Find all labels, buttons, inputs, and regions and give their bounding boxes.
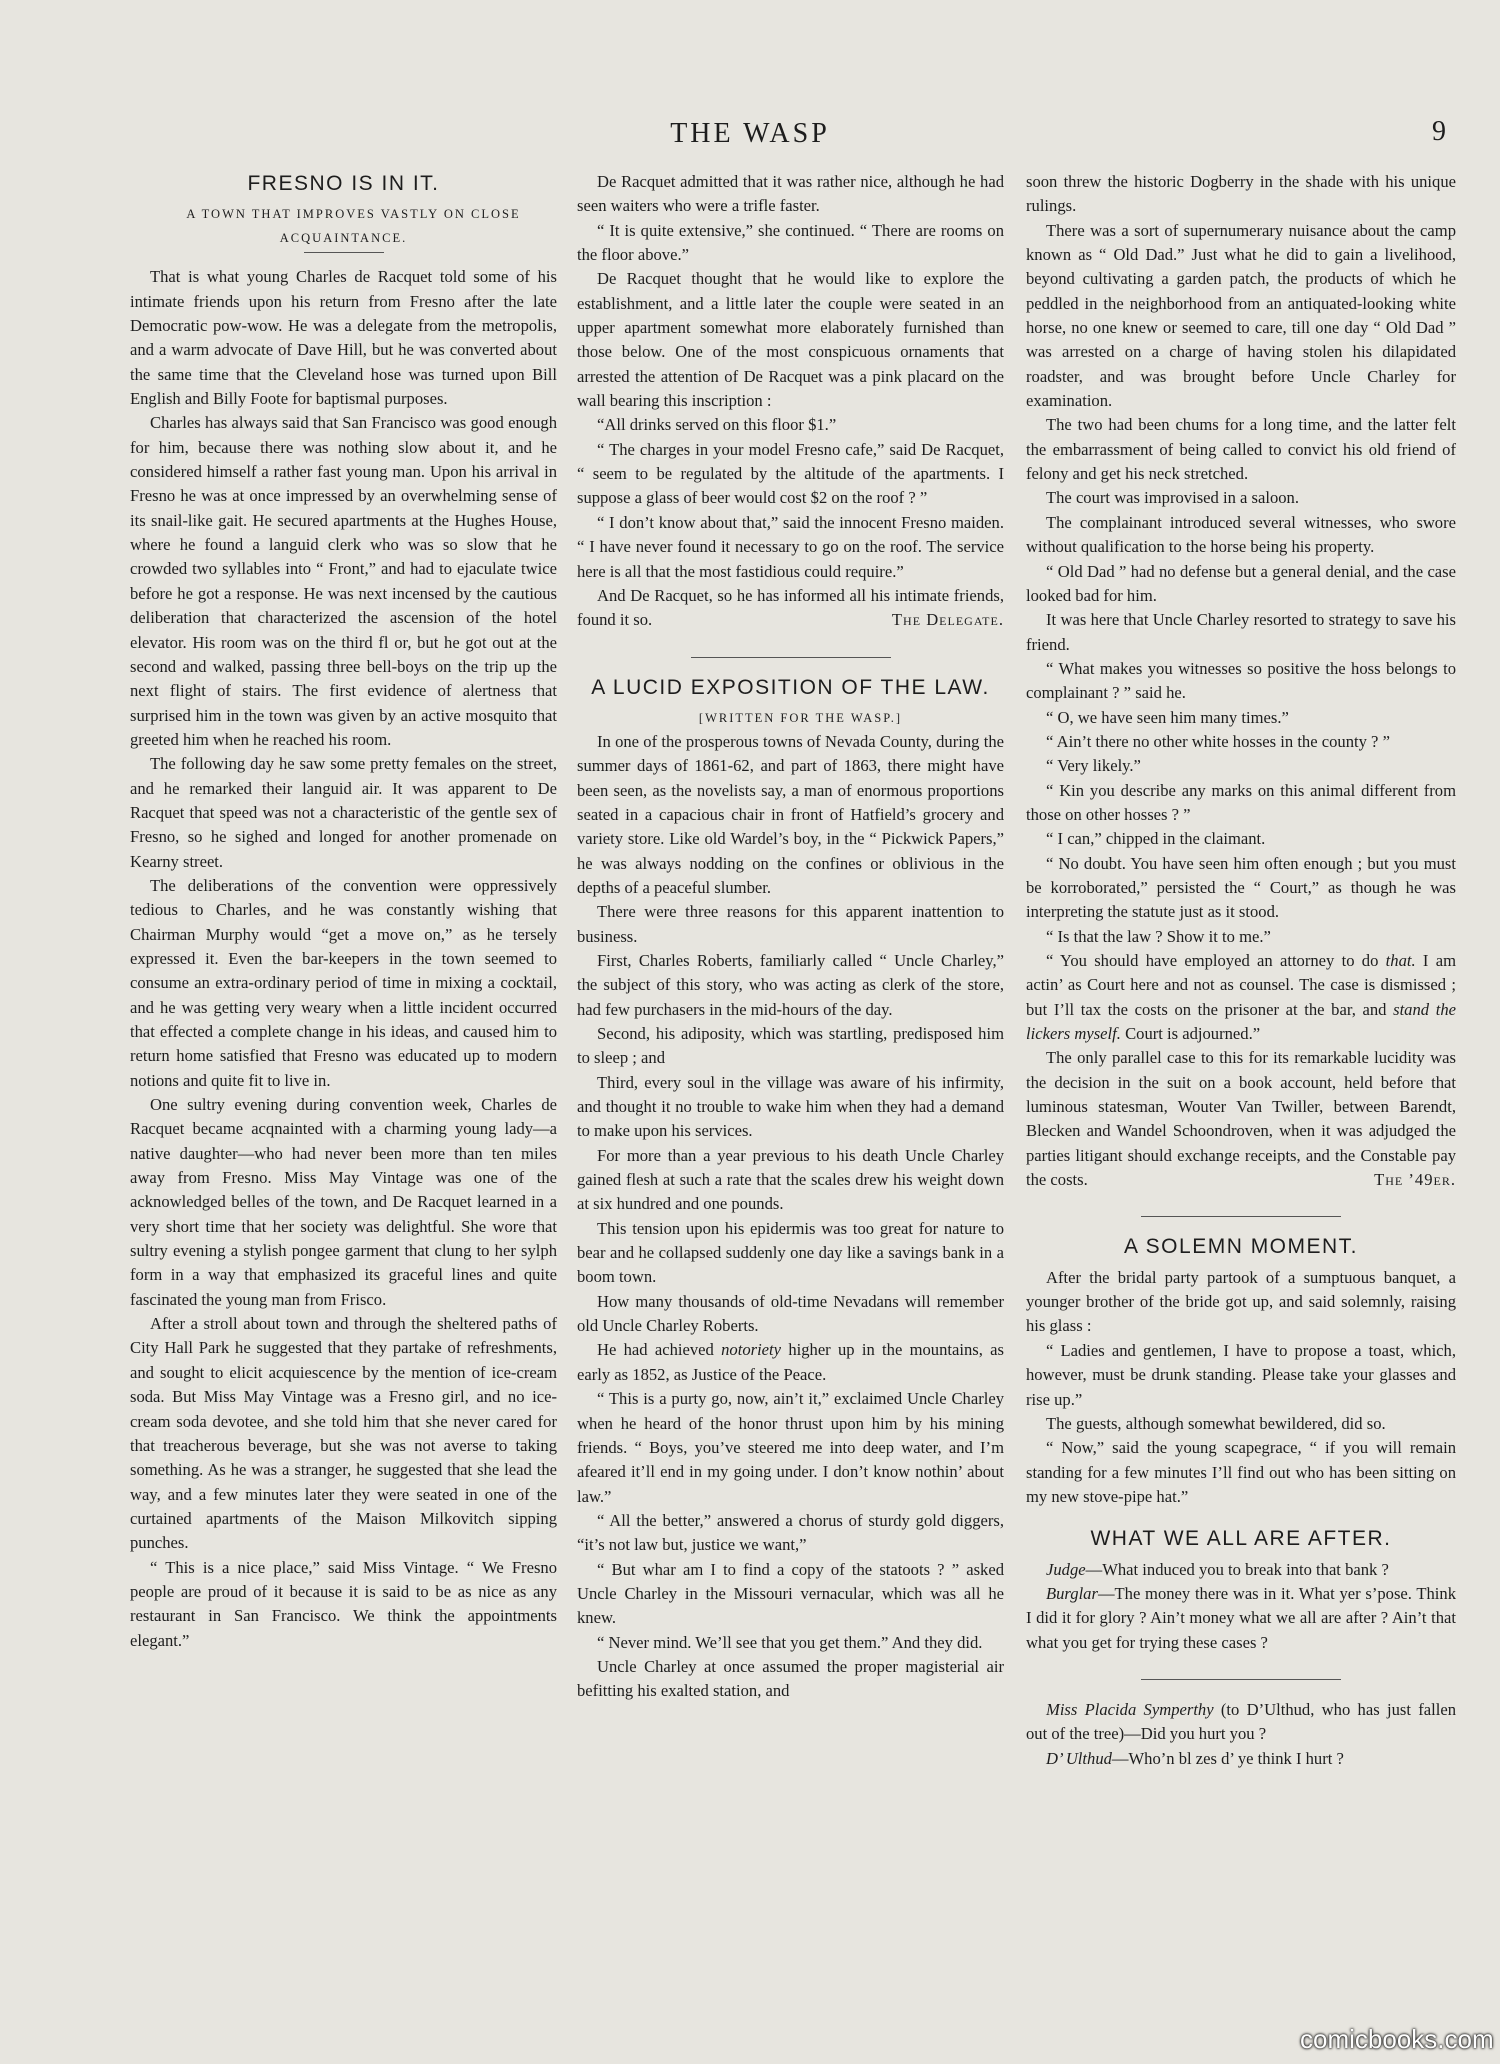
running-head-title: THE WASP <box>670 118 830 149</box>
speaker-name: Judge <box>1046 1559 1086 1579</box>
speaker-name: Burglar <box>1046 1583 1098 1603</box>
paragraph: First, Charles Roberts, familiarly called “ Uncle Charley,” the subject of this story, who was acting as clerk of the store, had few purchasers in the mid-hours of the day. <box>577 950 1004 1019</box>
paragraph: “ This is a nice place,” said Miss Vintage. “ We Fresno people are proud of it because it is said to be as nice as any restaurant in San Francisco. We think the appointments elegant.” <box>130 1557 557 1650</box>
paragraph: The two had been chums for a long time, and the latter felt the embarrassment of being called to convict his old friend of felony and get his neck stretched. <box>1026 415 1456 484</box>
article-heading-solemn: A SOLEMN MOMENT. <box>1123 1235 1359 1259</box>
watermark-logo: comicbooks.com <box>1300 2024 1494 2054</box>
paragraph <box>1026 1582 1456 1655</box>
italic-text: stand the lickers myself. <box>1026 999 1456 1044</box>
divider <box>304 252 384 253</box>
paragraph: How many thousands of old-time Nevadans will remember old Uncle Charley Roberts. <box>577 1291 1004 1336</box>
paragraph: In one of the prosperous towns of Nevada County, during the summer days of 1861-62, and part of 1863, there might have been seen, as the novelists say, a man of enormous proportions seated in a capacious chair in front of Hatfield’s grocery and variety store. Like old Wardel’s boy, in the “ Pickwick Papers,” he was always nodding on the confines or oblivious in the depths of a peaceful slumber. <box>577 731 1004 897</box>
paragraph: One sultry evening during convention week, Charles de Racquet became acqnainted with a charming young lady—a native daughter—who had never been more than ten miles away from Fresno. Miss May Vintage was one of the acknowledged belles of the town, and De Racquet learned in a very short time that her society was delightful. She wore that sultry evening a stylish pongee garment that clung to her sylph form in a way that emphasized its graceful lines and quite fascinated the young man from Frisco. <box>130 1095 557 1309</box>
signature: The Delegate. <box>891 610 1004 630</box>
paragraph: The guests, although somewhat bewildered, did so. <box>1046 1413 1386 1433</box>
paragraph: “ Ladies and gentlemen, I have to propose a toast, which, however, must be drunk standing. Please take your glasses and rise up.” <box>1026 1340 1456 1409</box>
paragraph: After the bridal party partook of a sumptuous banquet, a younger brother of the bride got up, and said solemnly, raising his glass : <box>1026 1267 1456 1336</box>
paragraph: “ All the better,” answered a chorus of sturdy gold diggers, “it’s not law but, justice we want,” <box>577 1510 1004 1555</box>
paragraph: “ This is a purty go, now, ain’t it,” exclaimed Uncle Charley when he heard of the honor thrust upon him by his mining friends. “ Boys, you’ve steered me into deep water, and I’m afeared it’ll end in my going under. I don’t know nothin’ about law.” <box>577 1389 1004 1506</box>
paragraph: “ Very likely.” <box>1046 756 1141 776</box>
paragraph-with-signature <box>577 584 1004 633</box>
text: —The money there was in it. What yer s’pose. Think I did it for glory ? Ain’t money what we all are after ? Ain’t that what you get for trying these cases ? <box>1026 1583 1456 1652</box>
paragraph: The complainant introduced several witnesses, who swore without qualification to the horse being his property. <box>1026 512 1456 557</box>
paragraph <box>577 1338 1004 1387</box>
paragraph <box>1026 949 1456 1046</box>
paragraph: “ No doubt. You have seen him often enough ; but you must be korroborated,” persisted the “ Court,” as though he was interpreting the statute just as it stood. <box>1026 853 1456 922</box>
paragraph: Uncle Charley at once assumed the proper magisterial air befitting his exalted station, and <box>577 1656 1004 1701</box>
paragraph: It was here that Uncle Charley resorted to strategy to save his friend. <box>1026 610 1456 654</box>
speaker-name: Miss Placida Symperthy <box>1046 1699 1214 1719</box>
divider <box>1141 1216 1341 1217</box>
paragraph: The following day he saw some pretty females on the street, and he remarked their languid air. It was apparent to De Racquet that speed was not a characteristic of the gentle sex of Fresno, so he sighed and longed for another promenade on Kearny street. <box>130 754 557 871</box>
paragraph: De Racquet admitted that it was rather nice, although he had seen waiters who were a trifle faster. <box>577 172 1004 216</box>
paragraph: There was a sort of supernumerary nuisance about the camp known as “ Old Dad.” Just what he did to gain a livelihood, beyond cultivating a garden patch, the products of which he peddled in the neighborhood from an antiquated-looking white horse, no one knew or seemed to care, till one day “ Old Dad ” was arrested on a charge of having stolen his dilapidated roadster, and was brought before Uncle Charley for examination. <box>1026 220 1456 411</box>
paragraph: De Racquet thought that he would like to explore the establishment, and a little later the couple were seated in an upper apartment somewhat more elaborately furnished than those below. One of the most conspicuous ornaments that arrested the attention of De Racquet was a pink placard on the wall bearing this inscription : <box>577 269 1004 411</box>
paragraph: Charles has always said that San Francisco was good enough for him, because there was nothing slow about it, and he considered himself a rather fast young man. Upon his arrival in Fresno he was at once impressed by an overwhelming sense of its snail-like gait. He secured apartments at the Hughes House, where he found a languid clerk who was so slow that he crowded two syllables into “ Front,” and had to ejaculate twice before he got a response. He was next incensed by the cautious deliberation that characterized the ascension of the hotel elevator. His room was on the third fl or, but he got out at the second and walked, passing three bell-boys on the trip up the next flight of stairs. The first evidence of alertness that surprised him in the town was given by an active mosquito that greeted him when he reached his room. <box>130 413 557 749</box>
paragraph: “All drinks served on this floor $1.” <box>597 415 837 435</box>
paragraph: “ I can,” chipped in the claimant. <box>1046 829 1266 849</box>
paragraph: “ O, we have seen him many times.” <box>1046 707 1289 727</box>
paragraph <box>1026 1698 1456 1747</box>
article-heading-fresno: FRESNO IS IN IT. <box>247 172 440 195</box>
paragraph: Second, his adiposity, which was startling, predisposed him to sleep ; and <box>577 1024 1004 1068</box>
italic-text: that. <box>1385 951 1416 970</box>
column-3 <box>1026 170 1456 1771</box>
signature: The ’49er. <box>1374 1170 1456 1190</box>
text: —What induced you to break into that bank ? <box>1085 1559 1389 1579</box>
paragraph: “ Ain’t there no other white hosses in the county ? ” <box>1046 731 1390 751</box>
text: “ You should have employed an attorney to do <box>1046 951 1379 970</box>
text: I am actin’ as Court here and not as counsel. The case is dismissed ; but I’ll tax the costs on the prisoner at the bar, and <box>1026 951 1456 1019</box>
speaker-name: D’ Ulthud <box>1046 1748 1112 1768</box>
paragraph: “ What makes you witnesses so positive the hoss belongs to complainant ? ” said he. <box>1026 658 1456 703</box>
text: higher up in the mountains, as early as 1852, as Justice of the Peace. <box>577 1340 1004 1384</box>
italic-text: notoriety <box>721 1340 782 1360</box>
paragraph: There were three reasons for this apparent inattention to business. <box>577 902 1004 946</box>
paragraph: “ Now,” said the young scapegrace, “ if you will remain standing for a few minutes I’ll find out who has been sitting on my new stove-pipe hat.” <box>1026 1438 1456 1506</box>
paragraph: The deliberations of the convention were oppressively tedious to Charles, and he was constantly wishing that Chairman Murphy would “get a move on,” as he tersely expressed it. Even the bar-keepers in the town seemed to consume an extra-ordinary period of time in mixing a cocktail, and he was getting very weary when a little incident occurred that effected a complete change in his ideas, and caused him to return home satisfied that Fresno was educated up to modern notions and quite fit to live in. <box>130 875 557 1090</box>
article-subhead-lucid: [WRITTEN FOR THE WASP.] <box>698 710 903 725</box>
paragraph: This tension upon his epidermis was too great for nature to bear and he collapsed suddenly one day like a savings bank in a boom town. <box>577 1218 1004 1287</box>
paragraph-with-signature <box>1026 1046 1456 1192</box>
paragraph: For more than a year previous to his death Uncle Charley gained flesh at such a rate that the scales drew his weight down at six hundred and one pounds. <box>577 1145 1004 1214</box>
divider <box>1141 1679 1341 1680</box>
article-heading-after: WHAT WE ALL ARE AFTER. <box>1090 1527 1392 1551</box>
article-subhead-fresno: A TOWN THAT IMPROVES VASTLY ON CLOSE ACQUAINTANCE. <box>186 207 521 246</box>
text: Court is adjourned.” <box>1125 1024 1261 1044</box>
text: —Who’n bl zes d’ ye think I hurt ? <box>1111 1748 1344 1768</box>
paragraph: “ Is that the law ? Show it to me.” <box>1046 926 1271 946</box>
paragraph: “ It is quite extensive,” she continued. “ There are rooms on the floor above.” <box>577 220 1004 265</box>
paragraph: That is what young Charles de Racquet told some of his intimate friends upon his return from Fresno after the late Democratic pow-wow. He was a delegate from the metropolis, and a warm advocate of Dave Hill, but he was converted about the same time that the Cleveland hose was turned upon Bill English and Billy Foote for baptismal purposes. <box>130 267 557 409</box>
paragraph-text: The only parallel case to this for its remarkable lucidity was the decision in the suit on a book account, held before that luminous statesman, Wouter Van Twiller, between Barendt, Blecken and Wandel Schoondroven, when it was adjudged the parties litigant should exchange receipts, and the Constable pay the costs. <box>1026 1048 1456 1190</box>
paragraph: “ Old Dad ” had no defense but a general denial, and the case looked bad for him. <box>1026 561 1456 605</box>
paragraph-text: And De Racquet, so he has informed all his intimate friends, found it so. <box>577 585 1004 630</box>
paragraph: “ I don’t know about that,” said the innocent Fresno maiden. “ I have never found it necessary to go on the roof. The service here is all that the most fastidious could require.” <box>577 512 1004 581</box>
paragraph: “ Kin you describe any marks on this animal different from those on other hosses ? ” <box>1026 780 1456 824</box>
paragraph: “ Never mind. We’ll see that you get them.” And they did. <box>597 1632 983 1652</box>
text: He had achieved <box>597 1340 714 1360</box>
paragraph: “ But whar am I to find a copy of the statoots ? ” asked Uncle Charley in the Missouri vernacular, which was all he knew. <box>577 1559 1004 1628</box>
paragraph: soon threw the historic Dogberry in the shade with his unique rulings. <box>1026 172 1456 216</box>
column-2 <box>577 170 1004 1704</box>
article-heading-lucid: A LUCID EXPOSITION OF THE LAW. <box>591 675 990 699</box>
paragraph <box>1026 1558 1456 1582</box>
text: (to D’Ulthud, who has just fallen out of the tree)—Did you hurt you ? <box>1026 1699 1456 1744</box>
paragraph: The court was improvised in a saloon. <box>1046 488 1299 508</box>
paragraph: “ The charges in your model Fresno cafe,” said De Racquet, “ seem to be regulated by the altitude of the apartments. I suppose a glass of beer would cost $2 on the roof ? ” <box>577 439 1004 508</box>
divider <box>691 657 891 658</box>
column-1 <box>130 168 557 1653</box>
paragraph: Third, every soul in the village was aware of his infirmity, and thought it no trouble to wake him when they had a demand to make upon his services. <box>577 1072 1004 1141</box>
paragraph <box>1026 1747 1456 1771</box>
page-number: 9 <box>1432 116 1446 147</box>
paragraph: After a stroll about town and through the sheltered paths of City Hall Park he suggested that they partake of refreshments, and sought to elicit acquiescence by the mention of ice-cream soda. But Miss May Vintage was a Fresno girl, and no ice-cream soda devotee, and she told him that she never cared for that treacherous beverage, but she was not averse to taking something. As he was a stranger, he suggested that she lead the way, and a few minutes later they were seated in one of the curtained apartments of the Maison Milkovitch sipping punches. <box>130 1314 557 1553</box>
